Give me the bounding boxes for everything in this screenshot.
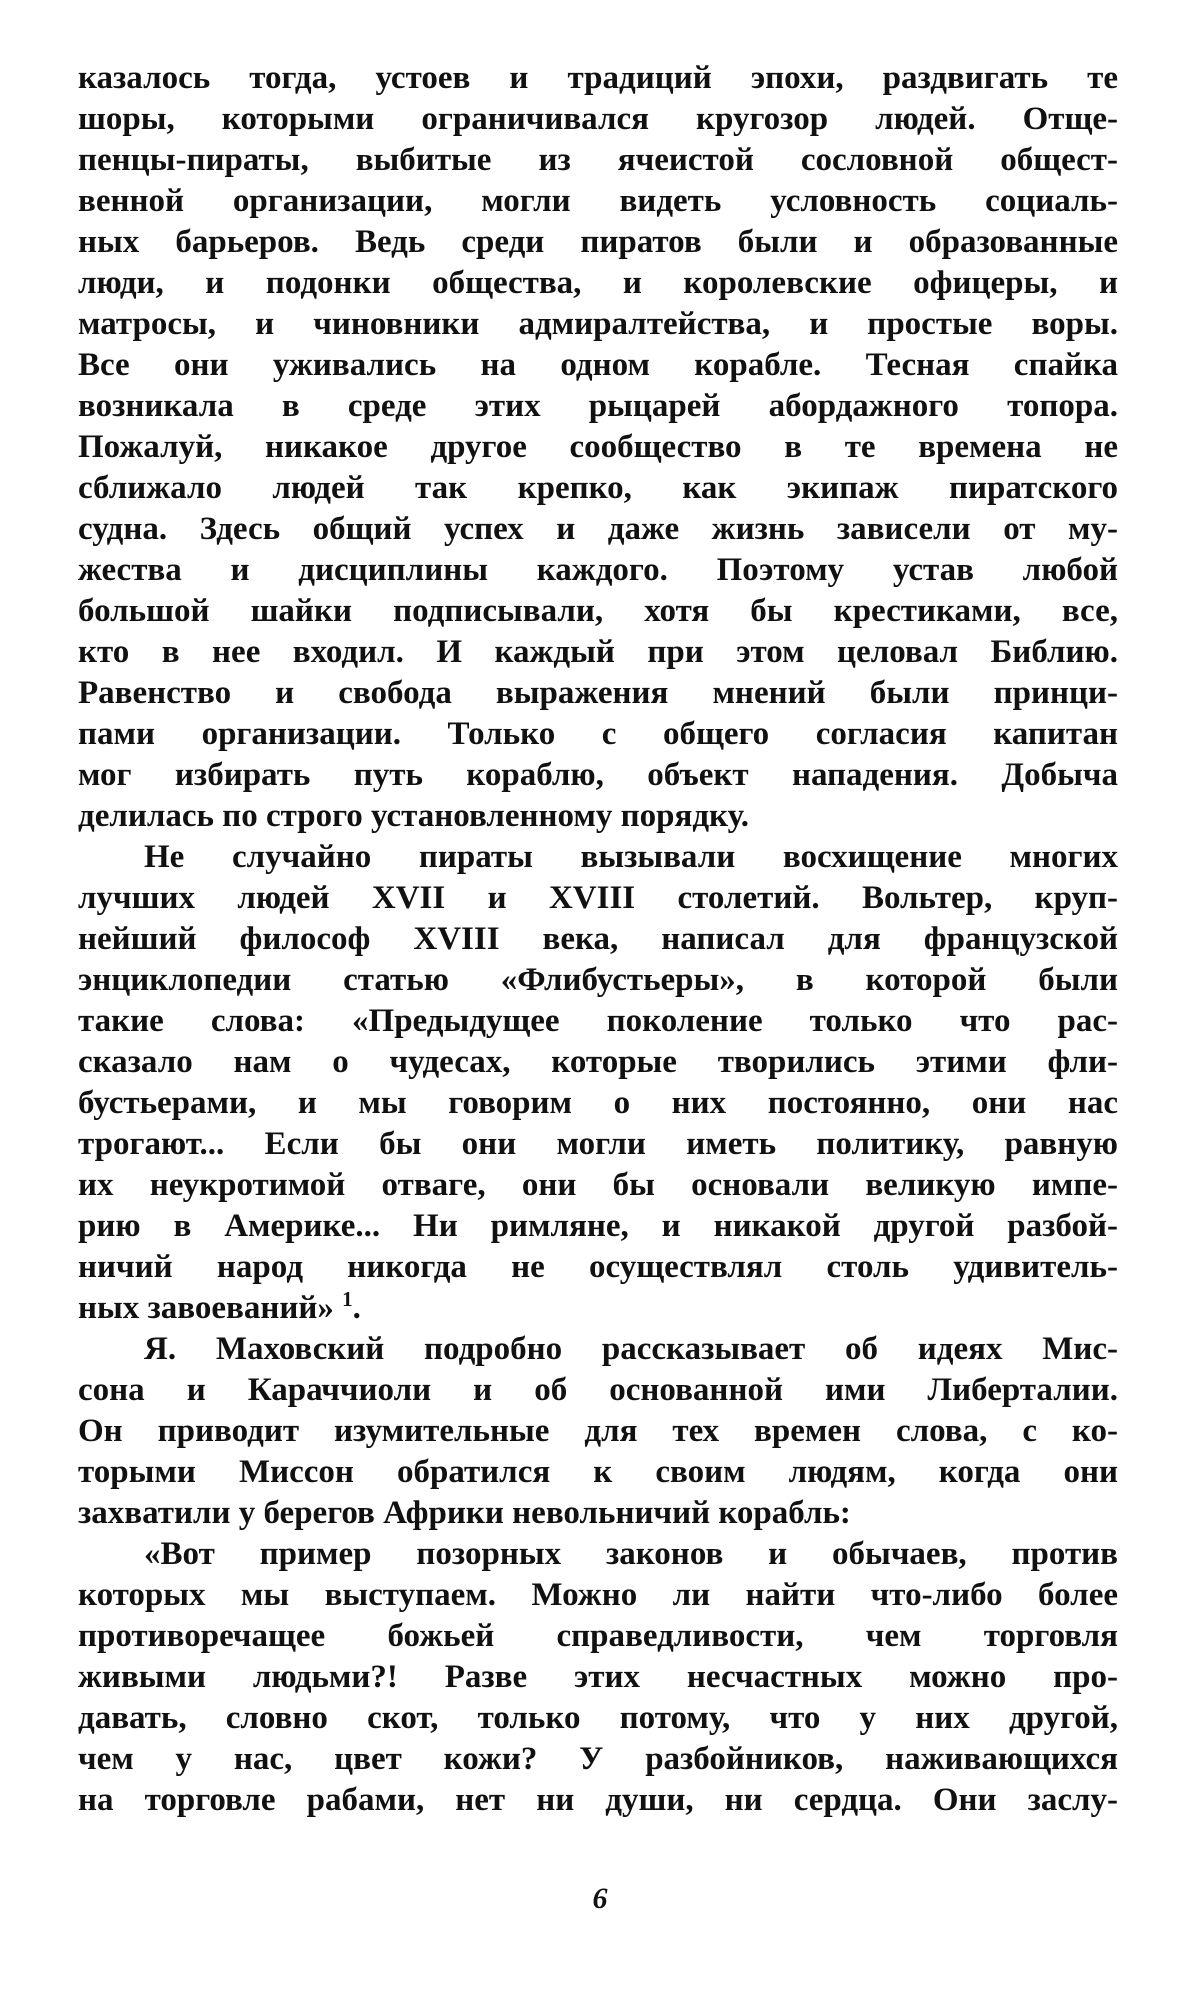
line-text: ничий народ никогда не осуществлял столь удивитель- (78, 1249, 1118, 1285)
line-text: пенцы-пираты, выбитые из ячеистой сословной общест- (78, 142, 1118, 178)
text-line (78, 714, 1118, 755)
line-text: судна. Здесь общий успех и даже жизнь зависели от му- (78, 511, 1118, 547)
paragraph (78, 837, 1118, 1329)
text-line (78, 1575, 1118, 1616)
text-line (78, 796, 1118, 837)
line-text: венной организации, могли видеть условность социаль- (78, 183, 1118, 219)
text-line (78, 1370, 1118, 1411)
text-line (78, 263, 1118, 304)
line-text: рию в Америке... Ни римляне, и никакой другой разбой- (78, 1208, 1118, 1244)
text-line (78, 1329, 1118, 1370)
line-text: лучших людей XVII и XVIII столетий. Вольтер, круп- (78, 880, 1118, 916)
line-text: чем у нас, цвет кожи? У разбойников, наживающихся (78, 1741, 1118, 1777)
text-line (78, 1452, 1118, 1493)
line-text: нейший философ XVIII века, написал для французской (78, 921, 1118, 957)
text-line (78, 468, 1118, 509)
line-text: большой шайки подписывали, хотя бы крестиками, все, (78, 593, 1118, 629)
text-line (78, 919, 1118, 960)
text-line (78, 1616, 1118, 1657)
text-line (78, 1534, 1118, 1575)
text-line (78, 1288, 1118, 1329)
footnote-marker: 1 (342, 1287, 353, 1311)
line-text: такие слова: «Предыдущее поколение только что рас- (78, 1003, 1118, 1039)
line-text: Пожалуй, никакое другое сообщество в те времена не (78, 429, 1118, 465)
line-text: Я. Маховский подробно рассказывает об идеях Мис- (144, 1331, 1118, 1367)
line-text: сближало людей так крепко, как экипаж пиратского (78, 470, 1118, 506)
line-text: Он приводит изумительные для тех времен слова, с ко- (78, 1413, 1118, 1449)
text-line (78, 1247, 1118, 1288)
text-line (78, 1698, 1118, 1739)
line-text: бустьерами, и мы говорим о них постоянно, они нас (78, 1085, 1118, 1121)
line-text: сказало нам о чудесах, которые творились этими фли- (78, 1044, 1118, 1080)
text-line (78, 1657, 1118, 1698)
paragraph (78, 58, 1118, 837)
line-text: шоры, которыми ограничивался кругозор людей. Отще- (78, 101, 1118, 137)
line-text: энциклопедии статью «Флибустьеры», в которой были (78, 962, 1118, 998)
text-line (78, 140, 1118, 181)
text-line (78, 1124, 1118, 1165)
line-text: матросы, и чиновники адмиралтейства, и простые воры. (78, 306, 1118, 342)
text-line (78, 181, 1118, 222)
line-text: торыми Миссон обратился к своим людям, когда они (78, 1454, 1118, 1490)
text-line (78, 1206, 1118, 1247)
text-line (78, 1780, 1118, 1821)
line-text: Не случайно пираты вызывали восхищение многих (144, 839, 1118, 875)
line-text: которых мы выступаем. Можно ли найти что-либо более (78, 1577, 1118, 1613)
text-line (78, 837, 1118, 878)
text-line (78, 222, 1118, 263)
line-text: кто в нее входил. И каждый при этом целовал Библию. (78, 634, 1118, 670)
text-line (78, 345, 1118, 386)
text-line (78, 509, 1118, 550)
line-text: захватили у берегов Африки невольничий корабль: (78, 1495, 851, 1531)
text-line (78, 755, 1118, 796)
line-text: пами организации. Только с общего согласия капитан (78, 716, 1118, 752)
text-line (78, 632, 1118, 673)
line-text: сона и Караччиоли и об основанной ими Либерталии. (78, 1372, 1118, 1408)
text-line (78, 1739, 1118, 1780)
text-line (78, 550, 1118, 591)
text-line (78, 304, 1118, 345)
line-text: делилась по строго установленному порядку. (78, 798, 750, 834)
text-line (78, 960, 1118, 1001)
text-line (78, 427, 1118, 468)
line-text: трогают... Если бы они могли иметь политику, равную (78, 1126, 1118, 1162)
text-line (78, 1493, 1118, 1534)
line-text: на торговле рабами, нет ни души, ни сердца. Они заслу- (78, 1782, 1118, 1818)
text-line (78, 878, 1118, 919)
line-text: давать, словно скот, только потому, что у них другой, (78, 1700, 1118, 1736)
text-line (78, 58, 1118, 99)
paragraph (78, 1534, 1118, 1821)
line-text: их неукротимой отваге, они бы основали великую импе- (78, 1167, 1118, 1203)
line-text: ных завоеваний» (78, 1290, 334, 1326)
line-text: живыми людьми?! Разве этих несчастных можно про- (78, 1659, 1118, 1695)
line-text: Равенство и свобода выражения мнений были принци- (78, 675, 1118, 711)
text-line (78, 1411, 1118, 1452)
line-text: «Вот пример позорных законов и обычаев, против (144, 1536, 1118, 1572)
line-text: ных барьеров. Ведь среди пиратов были и образованные (78, 224, 1118, 260)
line-text: Все они уживались на одном корабле. Тесная спайка (78, 347, 1118, 383)
line-text: возникала в среде этих рыцарей абордажного топора. (78, 388, 1118, 424)
book-page-body (78, 58, 1118, 1821)
text-line (78, 1042, 1118, 1083)
paragraph (78, 1329, 1118, 1534)
line-text: противоречащее божьей справедливости, чем торговля (78, 1618, 1118, 1654)
text-line (78, 591, 1118, 632)
text-line (78, 1165, 1118, 1206)
page-number: 6 (592, 1882, 608, 1915)
text-line (78, 673, 1118, 714)
line-text: люди, и подонки общества, и королевские офицеры, и (78, 265, 1118, 301)
text-line (78, 99, 1118, 140)
line-text: жества и дисциплины каждого. Поэтому устав любой (78, 552, 1118, 588)
trailing-punctuation: . (352, 1290, 361, 1326)
text-line (78, 386, 1118, 427)
line-text: мог избирать путь кораблю, объект нападения. Добыча (78, 757, 1118, 793)
text-line (78, 1001, 1118, 1042)
text-line (78, 1083, 1118, 1124)
line-text: казалось тогда, устоев и традиций эпохи, раздвигать те (78, 60, 1118, 96)
